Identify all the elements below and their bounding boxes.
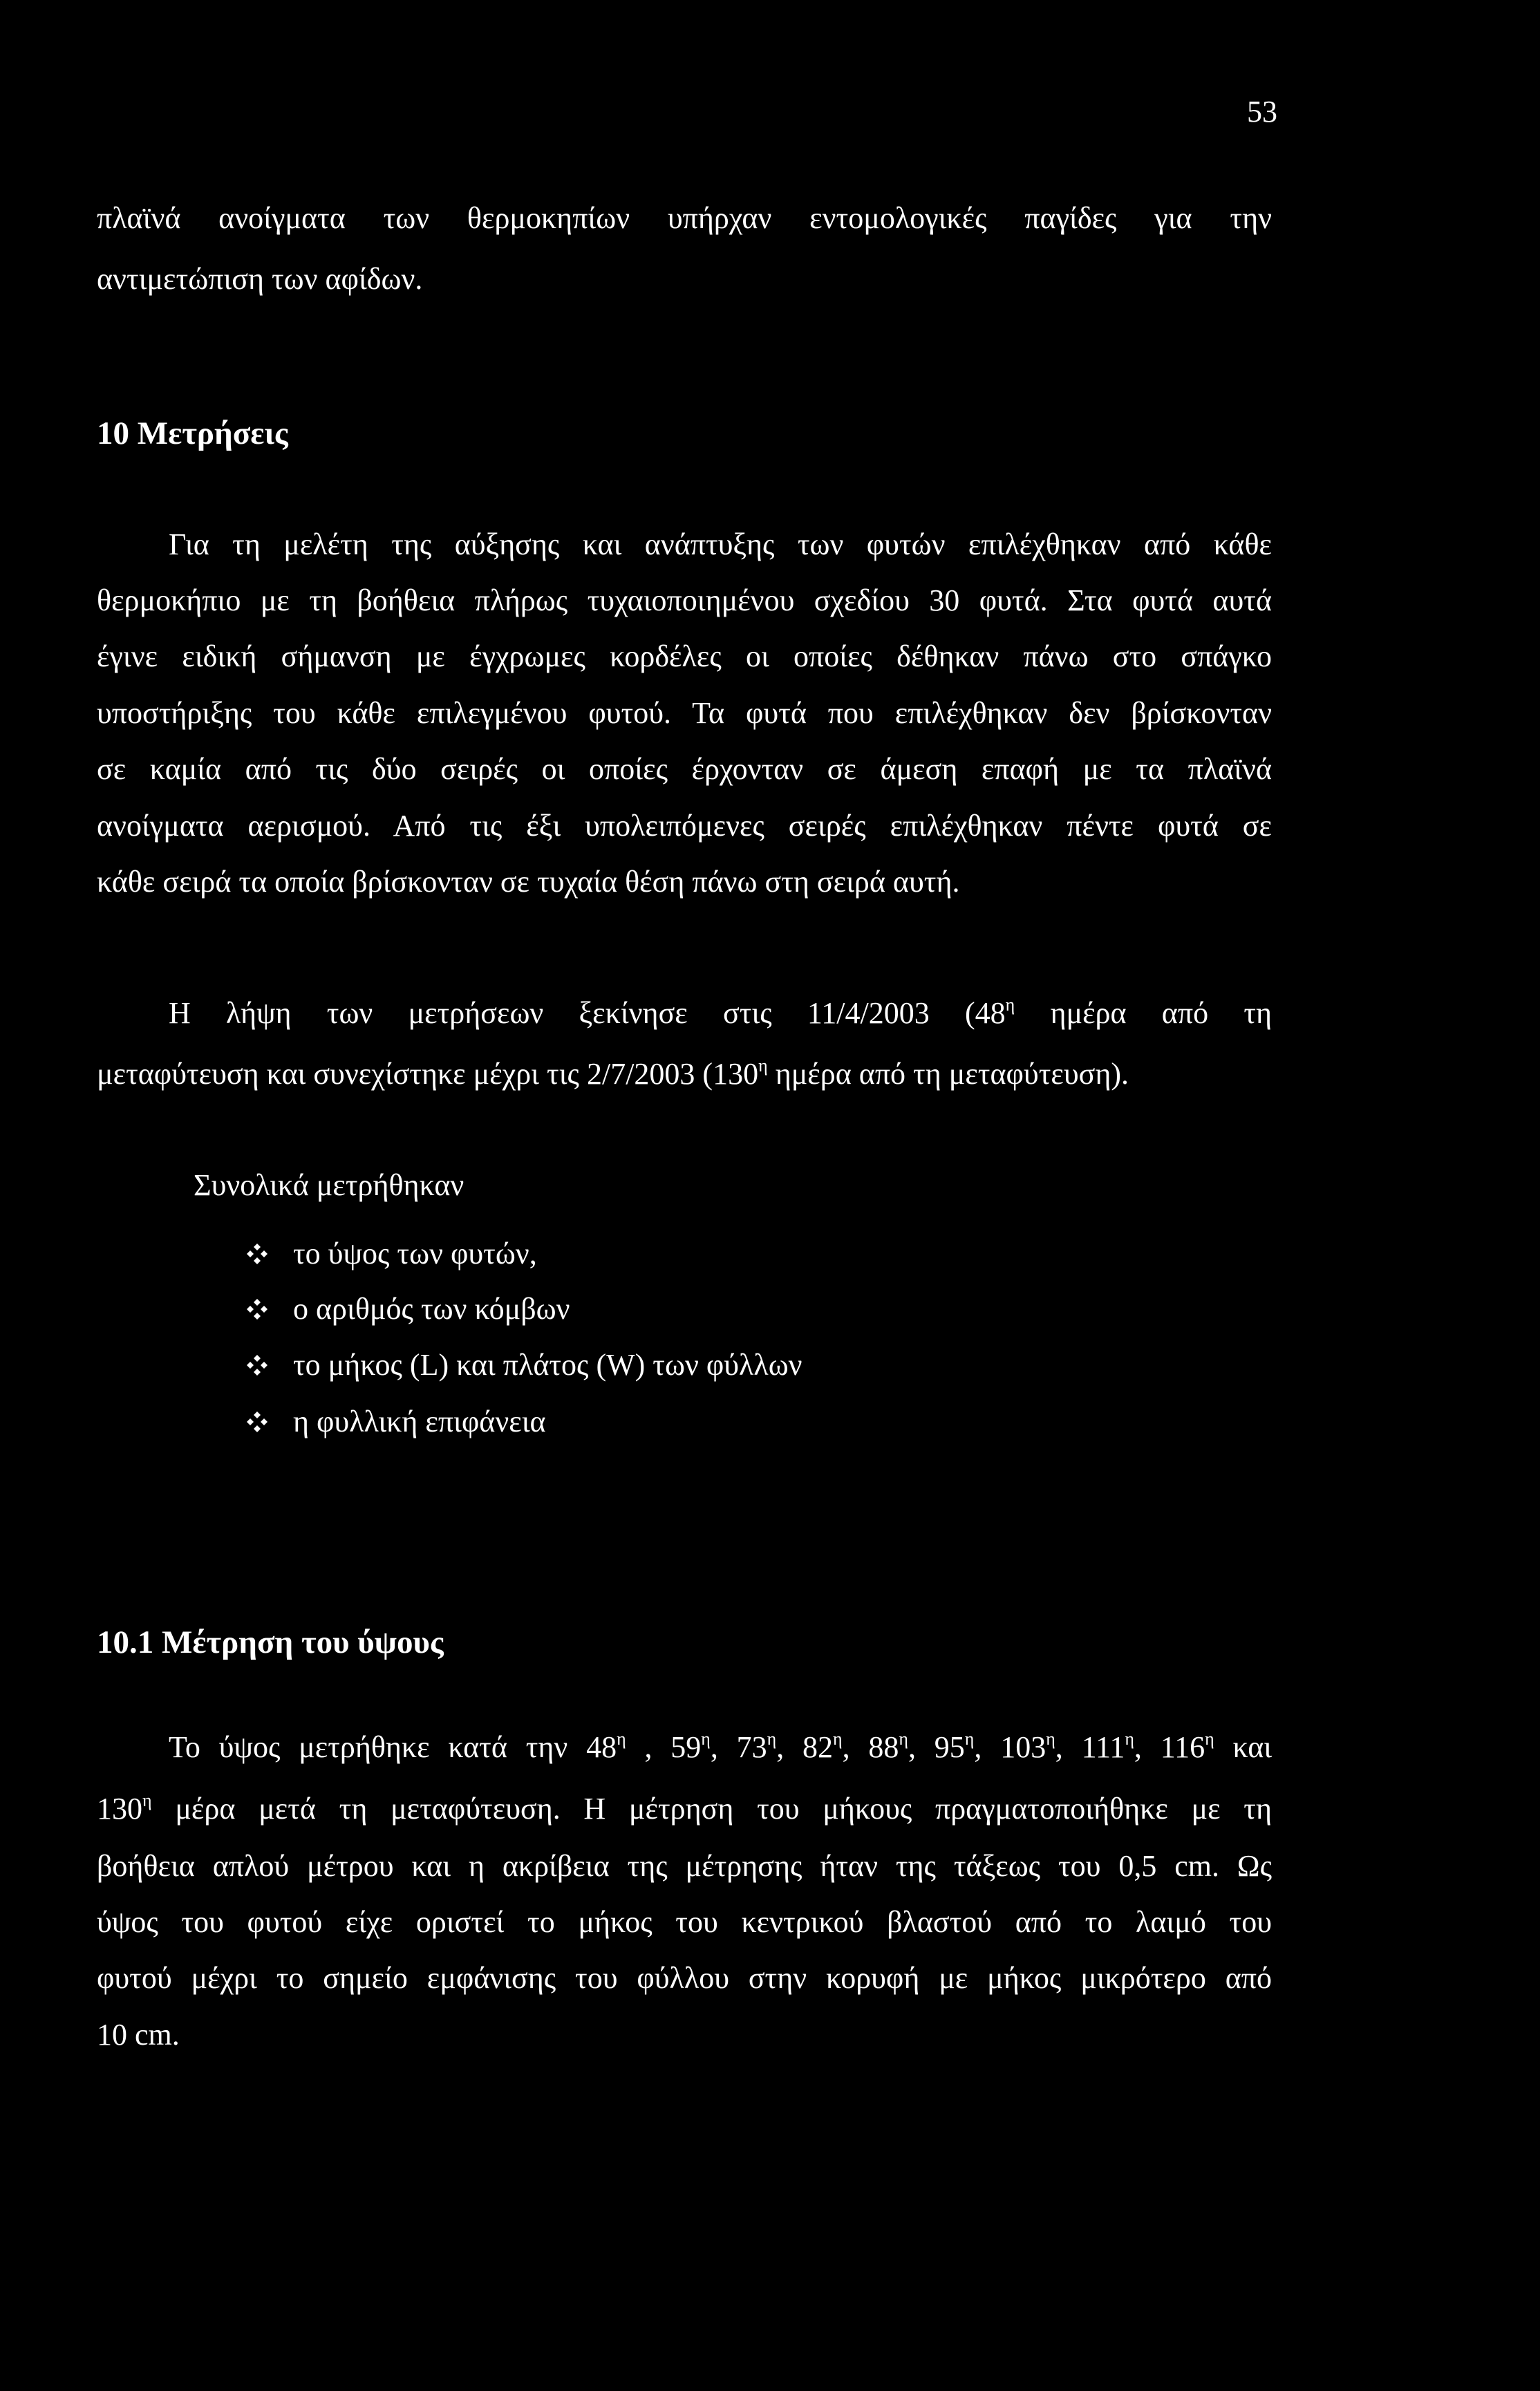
four-diamond-bullet-icon xyxy=(246,1243,268,1265)
p1-line-7: κάθε σειρά τα οποία βρίσκονταν σε τυχαία θέση πάνω στη σειρά αυτή. xyxy=(97,865,960,899)
section-10-heading: 10 Μετρήσεις xyxy=(97,415,288,451)
s101-line-4: ύψος του φυτού είχε οριστεί το μήκος του κεντρικού βλαστού από το λαιμό του xyxy=(97,1905,1272,1939)
p1-line-4: υποστήριξης του κάθε επιλεγμένου φυτού. Τα φυτά που επιλέχθηκαν δεν βρίσκονταν xyxy=(97,696,1272,730)
p2-line-2: μεταφύτευση και συνεχίστηκε μέχρι τις 2/7/2003 ($130^\eta$ ημέρα από τη μεταφύτευση). xyxy=(97,1056,1129,1091)
s101-line-5: φυτού μέχρι το σημείο εμφάνισης του φύλλου στην κορυφή με μήκος μικρότερο από xyxy=(97,1961,1272,1995)
section-10-1-heading: 10.1 Μέτρηση του ύψους xyxy=(97,1624,444,1660)
p1-line-5: σε καμία από τις δύο σειρές οι οποίες έρχονταν σε άμεση επαφή με τα πλαϊνά xyxy=(97,752,1272,786)
p2-line-1: Η λήψη των μετρήσεων ξεκίνησε στις 11/4/2003 ($48^\eta$ ημέρα από τη xyxy=(169,995,1273,1030)
four-diamond-bullet-icon xyxy=(246,1298,268,1320)
list-item-text: η φυλλική επιφάνεια xyxy=(293,1405,546,1438)
s101-line-6: 10 cm. xyxy=(97,2018,180,2052)
list-item-text: το ύψος των φυτών, xyxy=(293,1237,537,1270)
list-item-text: το μήκος (L) και πλάτος (W) των φύλλων xyxy=(293,1348,802,1382)
page-number: 53 xyxy=(1247,95,1277,129)
four-diamond-bullet-icon xyxy=(246,1354,268,1376)
intro-line-2: αντιμετώπιση των αφίδων. xyxy=(97,262,423,296)
p1-line-2: θερμοκήπιο με τη βοήθεια πλήρως τυχαιοποιημένου σχεδίου 30 φυτά. Στα φυτά αυτά xyxy=(97,583,1272,617)
s101-line-2: $130^\eta$ μέρα μετά τη μεταφύτευση. Η μέτρηση του μήκους πραγματοποιήθηκε με τη xyxy=(97,1790,1272,1826)
p1-line-3: έγινε ειδική σήμανση με έγχρωμες κορδέλες οι οποίες δέθηκαν πάνω στο σπάγκο xyxy=(97,639,1272,673)
s101-line-1: Το ύψος μετρήθηκε κατά την $48^\eta$ , $59^\eta$, $73^\eta$, $82^\eta$, $88^\eta$, $95^\eta$, $103^\eta$, $111^\eta$, $116^\eta$ και xyxy=(169,1729,1273,1764)
four-diamond-bullet-icon xyxy=(246,1411,268,1433)
intro-line-1: πλαϊνά ανοίγματα των θερμοκηπίων υπήρχαν εντομολογικές παγίδες για την xyxy=(97,201,1272,235)
list-intro-text: Συνολικά μετρήθηκαν xyxy=(194,1168,464,1202)
s101-line-3: βοήθεια απλού μέτρου και η ακρίβεια της μέτρησης ήταν της τάξεως του 0,5 cm. Ως xyxy=(97,1849,1272,1883)
p1-line-6: ανοίγματα αερισμού. Από τις έξι υπολειπόμενες σειρές επιλέχθηκαν πέντε φυτά σε xyxy=(97,809,1272,843)
list-item-text: ο αριθμός των κόμβων xyxy=(293,1292,570,1326)
p1-line-1: Για τη μελέτη της αύξησης και ανάπτυξης των φυτών επιλέχθηκαν από κάθε xyxy=(169,527,1272,561)
